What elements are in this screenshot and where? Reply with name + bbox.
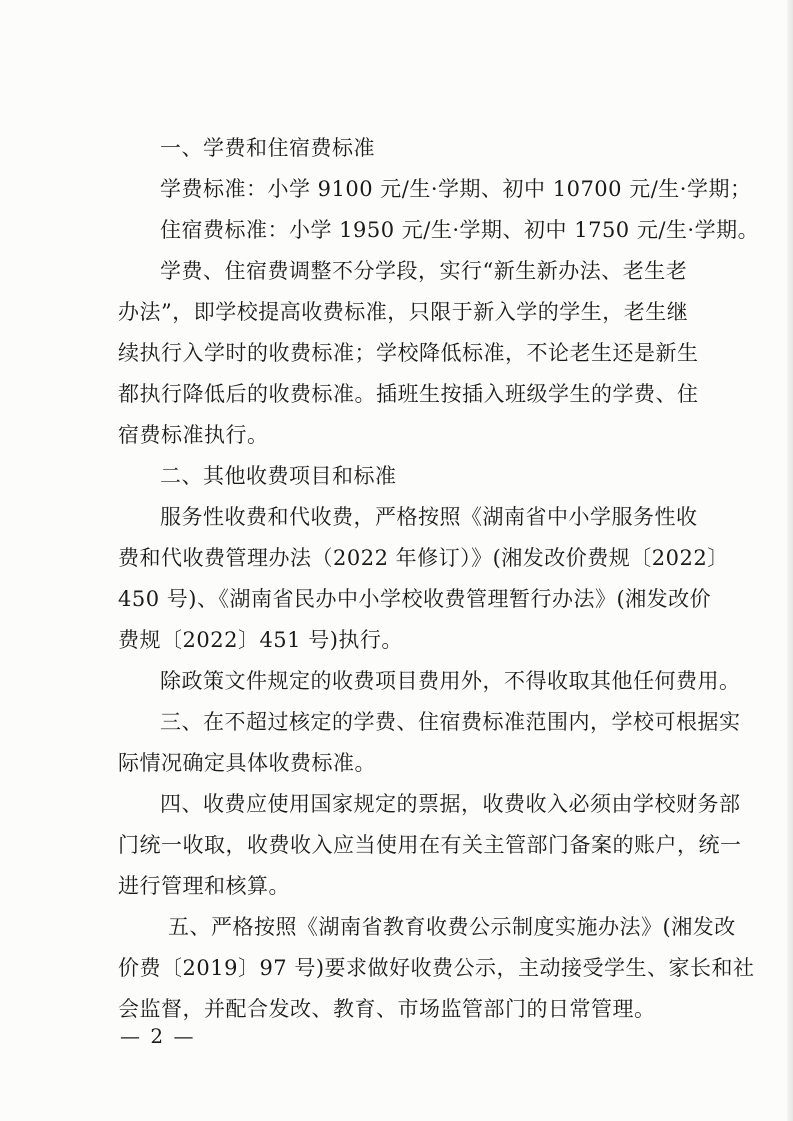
document-body	[118, 128, 760, 1030]
text-line: 450 号)、《湖南省民办中小学校收费管理暂行办法》(湘发改价	[118, 587, 712, 611]
section-heading-1: 一、学费和住宿费标准	[160, 136, 375, 160]
text-line: 续执行入学时的收费标准；学校降低标准，不论老生还是新生	[118, 341, 699, 365]
text-line: 际情况确定具体收费标准。	[118, 751, 376, 775]
section-heading-4: 四、收费应使用国家规定的票据，收费收入必须由学校财务部	[160, 792, 741, 816]
text-line: 办法”，即学校提高收费标准，只限于新入学的学生，老生继	[118, 300, 689, 324]
text-line: 费和代收费管理办法（2022 年修订）》(湘发改价费规〔2022〕	[118, 546, 729, 570]
text-line: 门统一收取，收费收入应当使用在有关主管部门备案的账户，统一	[118, 833, 742, 857]
text-line: 服务性收费和代收费，严格按照《湖南省中小学服务性收	[160, 505, 698, 529]
text-line: 宿费标准执行。	[118, 423, 269, 447]
text-line: 学费标准：小学 9100 元/生·学期、初中 10700 元/生·学期；	[160, 177, 752, 201]
text-line: 学费、住宿费调整不分学段，实行“新生新办法、老生老	[160, 259, 688, 283]
text-line: 进行管理和核算。	[118, 874, 290, 898]
text-line: 会监督，并配合发改、教育、市场监管部门的日常管理。	[118, 997, 656, 1021]
section-heading-3: 三、在不超过核定的学费、住宿费标准范围内，学校可根据实	[160, 710, 741, 734]
text-line: 除政策文件规定的收费项目费用外，不得收取其他任何费用。	[160, 669, 741, 693]
text-line: 费规〔2022〕451 号)执行。	[118, 628, 403, 652]
text-line: 住宿费标准：小学 1950 元/生·学期、初中 1750 元/生·学期。	[160, 218, 760, 242]
section-heading-2: 二、其他收费项目和标准	[160, 464, 397, 488]
section-heading-5: 五、严格按照《湖南省教育收费公示制度实施办法》(湘发改	[168, 915, 736, 939]
text-line: 都执行降低后的收费标准。插班生按插入班级学生的学费、住	[118, 382, 699, 406]
scan-edge	[787, 0, 793, 1121]
text-line: 价费〔2019〕97 号)要求做好收费公示，主动接受学生、家长和社	[118, 956, 755, 980]
page-number: — 2 —	[120, 1024, 196, 1048]
